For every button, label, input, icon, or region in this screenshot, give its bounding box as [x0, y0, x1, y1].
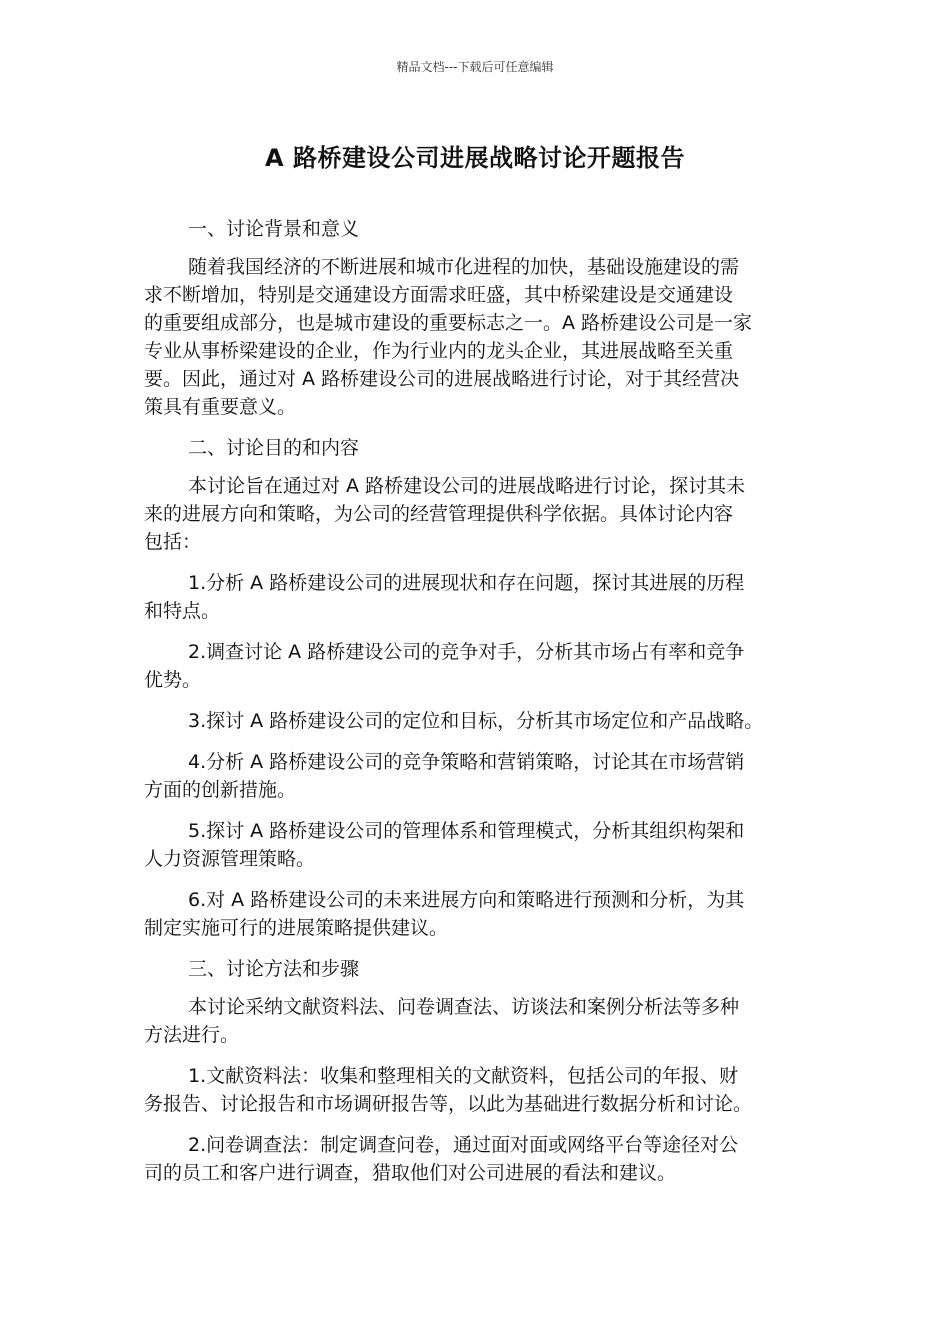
method-item-2: 2.问卷调查法：制定调查问卷，通过面对面或网络平台等途径对公 司的员工和客户进行调查，猎取他们对公司进展的看法和建议。: [144, 1134, 739, 1184]
list-item-2: 2.调查讨论 A 路桥建设公司的竞争对手，分析其市场占有率和竞争 优势。: [144, 641, 745, 691]
paragraph-purpose: 本讨论旨在通过对 A 路桥建设公司的进展战略进行讨论，探讨其未 来的进展方向和策略，为公司的经营管理提供科学依据。具体讨论内容 包括：: [144, 475, 746, 553]
page-header-note: 精品文档---下载后可任意编辑: [396, 60, 554, 74]
document-title: A 路桥建设公司进展战略讨论开题报告: [265, 144, 685, 172]
section-heading-purpose: 二、讨论目的和内容: [188, 437, 360, 459]
list-item-3: 3.探讨 A 路桥建设公司的定位和目标，分析其市场定位和产品战略。: [188, 710, 764, 732]
section-heading-background: 一、讨论背景和意义: [188, 218, 360, 240]
method-item-1: 1.文献资料法：收集和整理相关的文献资料，包括公司的年报、财 务报告、讨论报告和市场调研报告等，以此为基础进行数据分析和讨论。: [144, 1065, 753, 1115]
list-item-5: 5.探讨 A 路桥建设公司的管理体系和管理模式，分析其组织构架和 人力资源管理策略。: [144, 820, 745, 870]
paragraph-methods: 本讨论采纳文献资料法、问卷调查法、访谈法和案例分析法等多种 方法进行。: [144, 996, 740, 1046]
paragraph-background: 随着我国经济的不断进展和城市化进程的加快，基础设施建设的需 求不断增加，特别是交通建设方面需求旺盛，其中桥梁建设是交通建设 的重要组成部分，也是城市建设的重要标志之一。A 路桥建设公司是一家 专业从事桥梁建设的企业，作为行业内的龙头企业，其进展战略至关重 要。因此，通过对 A 路桥建设公司的进展战略进行讨论，对于其经营决 策具有重要意义。: [144, 256, 753, 418]
section-heading-methods: 三、讨论方法和步骤: [188, 958, 360, 980]
list-item-4: 4.分析 A 路桥建设公司的竞争策略和营销策略，讨论其在市场营销 方面的创新措施。: [144, 751, 745, 801]
list-item-1: 1.分析 A 路桥建设公司的进展现状和存在问题，探讨其进展的历程 和特点。: [144, 572, 745, 622]
list-item-6: 6.对 A 路桥建设公司的未来进展方向和策略进行预测和分析，为其 制定实施可行的进展策略提供建议。: [144, 889, 745, 939]
document-body: [144, 215, 812, 1200]
